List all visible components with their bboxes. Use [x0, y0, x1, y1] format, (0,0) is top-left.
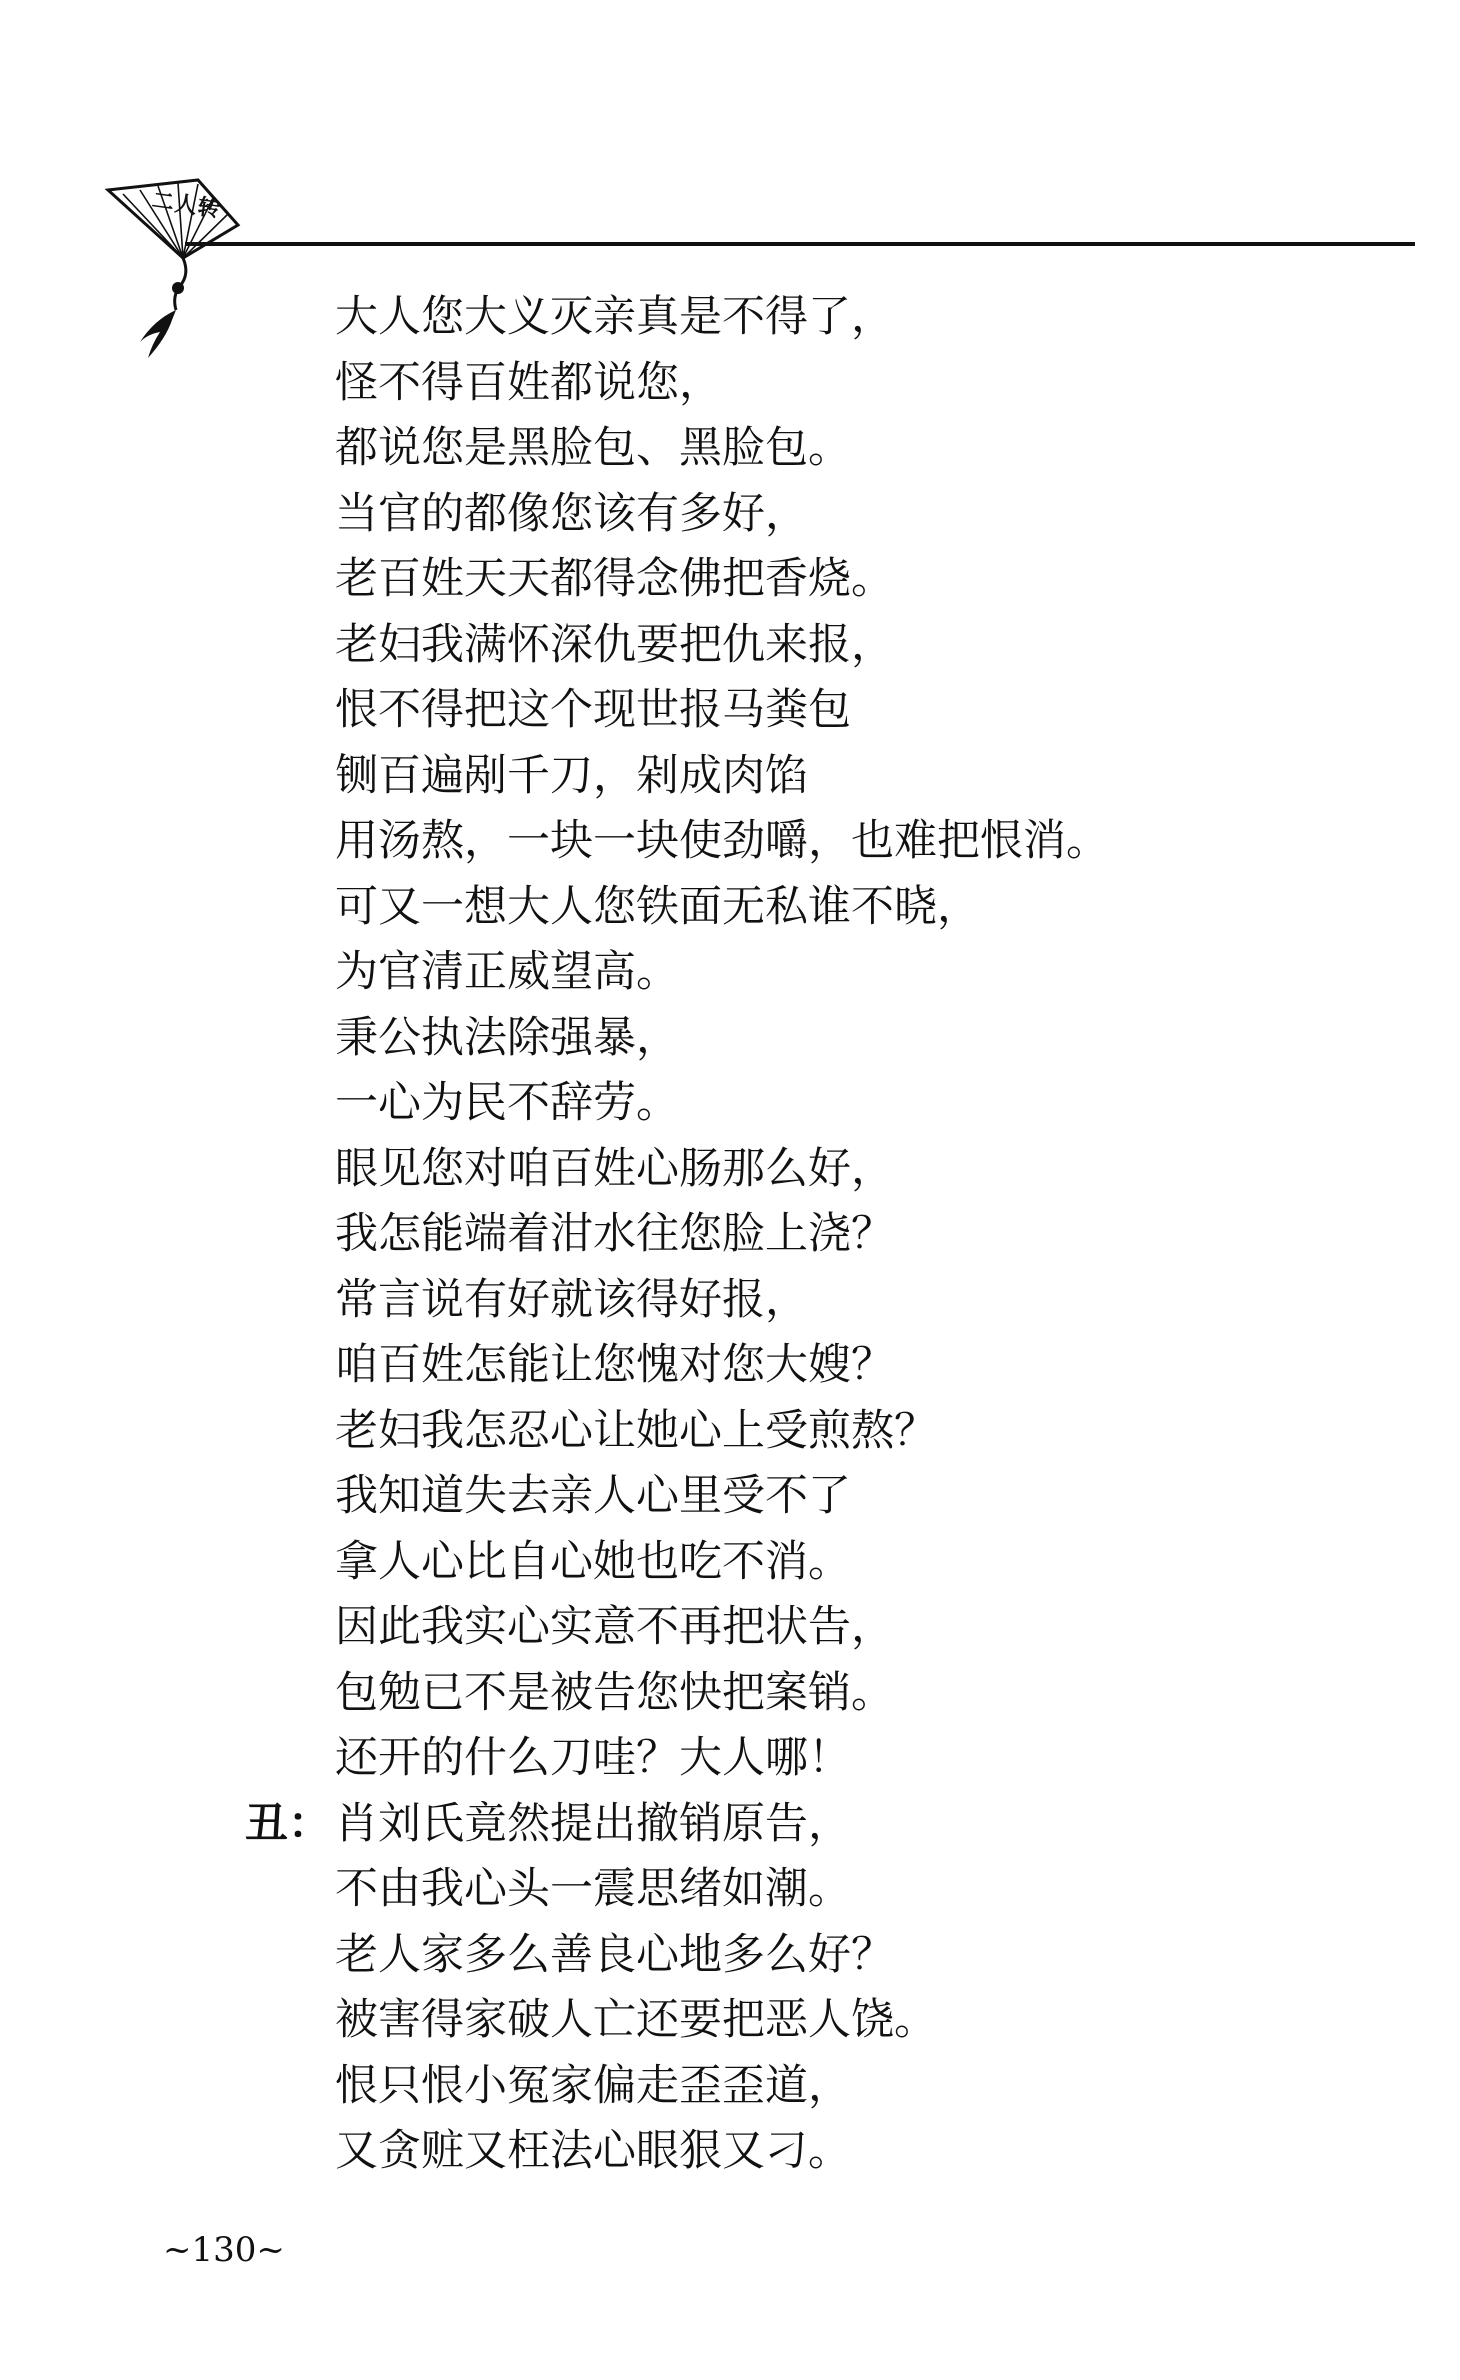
- verse-line: 恨只恨小冤家偏走歪歪道，: [335, 2060, 851, 2111]
- verse-line: 老妇我怎忍心让她心上受煎熬？: [335, 1405, 937, 1456]
- verse-line: 还开的什么刀哇？大人哪！: [335, 1733, 851, 1783]
- page-number: ~130~: [163, 2230, 285, 2270]
- verse-line: 老人家多么善良心地多么好？: [335, 1929, 894, 1980]
- verse-line: 可又一想大人您铁面无私谁不晓，: [335, 881, 980, 932]
- verse-line: 因此我实心实意不再把状告，: [335, 1602, 894, 1652]
- verse-line-text: 肖刘氏竟然提出撤销原告，: [335, 1798, 851, 1849]
- verse-line: 大人您大义灭亲真是不得了，: [335, 292, 894, 342]
- header-rule: [185, 242, 1415, 246]
- verse-line: 都说您是黑脸包、黑脸包。: [335, 423, 851, 473]
- verse-line: 我怎能端着泔水往您脸上浇？: [335, 1209, 894, 1259]
- verse-line: 不由我心头一震思绪如潮。: [335, 1864, 851, 1914]
- verse-line: 包勉已不是被告您快把案销。: [335, 1667, 894, 1718]
- verse-line: 我知道失去亲人心里受不了: [335, 1471, 851, 1521]
- verse-line-with-speaker: [245, 1792, 1415, 1858]
- series-title: 二人转: [150, 187, 223, 223]
- verse-line: 咱百姓怎能让您愧对您大嫂？: [335, 1340, 894, 1390]
- verse-line: 秉公执法除强暴，: [335, 1012, 679, 1063]
- verse-line: 常言说有好就该得好报，: [335, 1274, 808, 1325]
- verse-line: 又贪赃又枉法心眼狠又刁。: [335, 2126, 851, 2176]
- verse-line: 老妇我满怀深仇要把仇来报，: [335, 619, 894, 670]
- verse-line: 为官清正威望高。: [335, 947, 679, 997]
- verse-line: 被害得家破人亡还要把恶人饶。: [335, 1995, 937, 2045]
- speaker-tag: 丑：: [245, 1798, 331, 1849]
- verse-line: 眼见您对咱百姓心肠那么好，: [335, 1143, 894, 1194]
- verse-line: 当官的都像您该有多好，: [335, 488, 808, 539]
- verse-line: 老百姓天天都得念佛把香烧。: [335, 554, 894, 604]
- verse-line: 怪不得百姓都说您，: [335, 357, 722, 408]
- verse-line: 一心为民不辞劳。: [335, 1078, 679, 1128]
- verse-line: 拿人心比自心她也吃不消。: [335, 1536, 851, 1587]
- verse-line: 用汤熬，一块一块使劲嚼，也难把恨消。: [335, 816, 1109, 866]
- verse-line: 恨不得把这个现世报马粪包: [335, 685, 851, 735]
- verse-body: [245, 285, 1415, 2185]
- verse-line: 铡百遍剐千刀，剁成肉馅: [335, 750, 808, 801]
